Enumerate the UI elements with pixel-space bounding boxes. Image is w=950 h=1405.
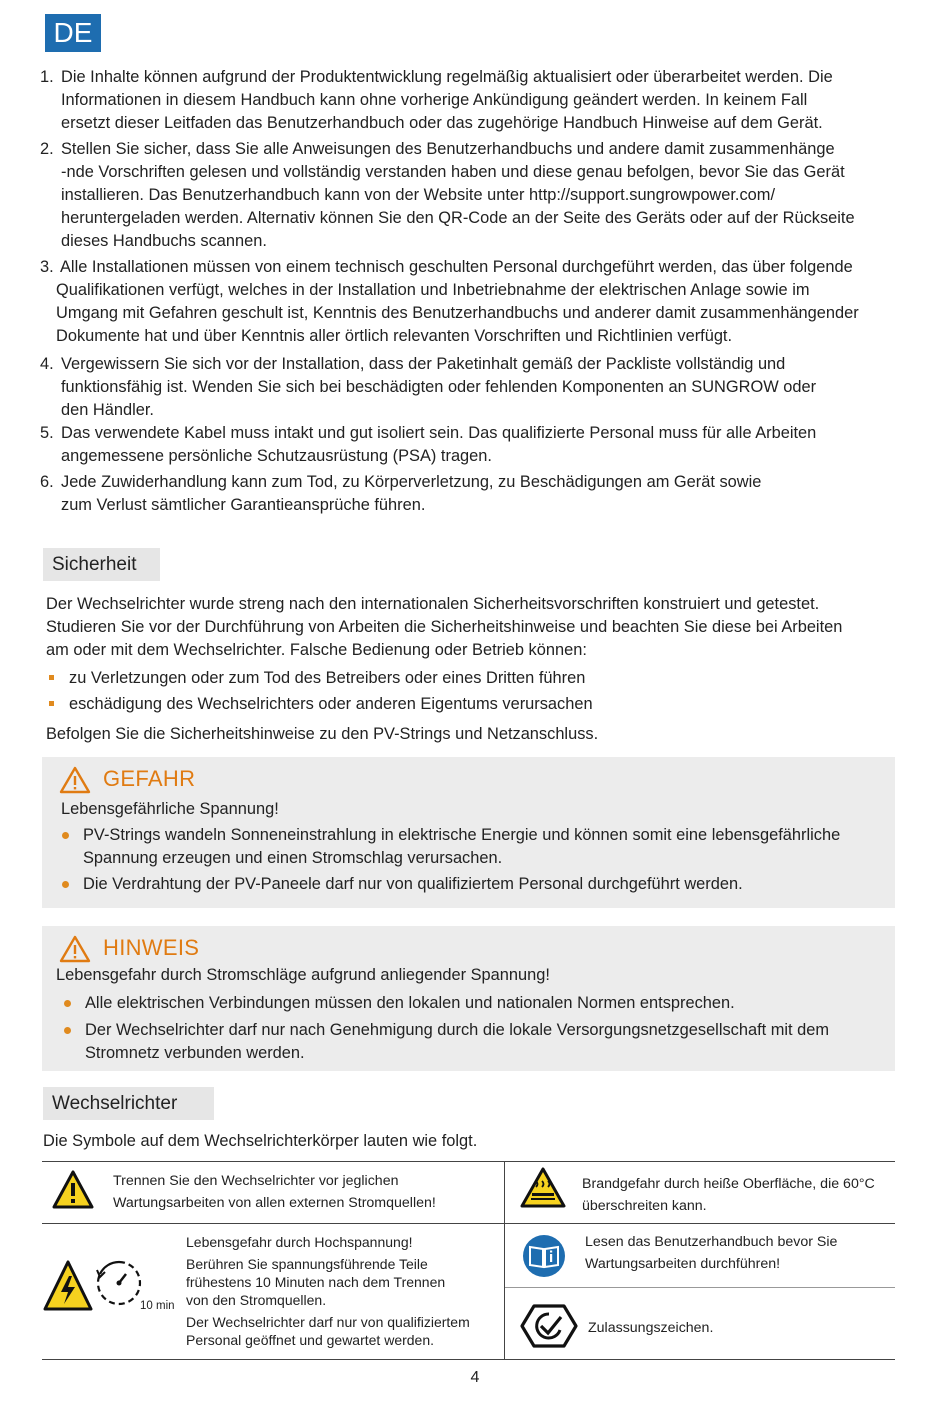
- description-title: Lebensgefahr durch Hochspannung!: [186, 1234, 413, 1250]
- bullet-dot: [62, 881, 69, 888]
- list-number: 6.: [40, 473, 54, 491]
- table-column-rule: [504, 1161, 505, 1359]
- symbol-description: [186, 1233, 470, 1349]
- description-line: überschreiten kann.: [582, 1198, 707, 1214]
- list-number: 4.: [40, 355, 54, 373]
- list-number: 2.: [40, 140, 54, 158]
- danger-bullet: Die Verdrahtung der PV-Paneele darf nur von qualifiziertem Personal durchgeführt werden.: [83, 875, 743, 893]
- danger-subtitle: Lebensgefährliche Spannung!: [61, 800, 279, 818]
- list-line: zum Verlust sämtlicher Garantieansprüche führen.: [61, 496, 426, 514]
- list-item: [40, 471, 920, 517]
- high-voltage-icon: [43, 1260, 93, 1312]
- paragraph-line: Studieren Sie vor der Durchführung von Arbeiten die Sicherheitshinweise und beachten Sie diese bei Arbeiten: [46, 618, 843, 636]
- warning-sign-icon: [52, 1170, 94, 1210]
- table-top-rule: [42, 1161, 895, 1162]
- description-line: frühestens 10 Minuten nach dem Trennen: [186, 1274, 446, 1290]
- danger-title: GEFAHR: [103, 766, 196, 791]
- approval-mark-icon: [520, 1303, 578, 1349]
- description-line: Trennen Sie den Wechselrichter vor jeglichen: [113, 1173, 399, 1189]
- table-row-rule: [505, 1287, 895, 1288]
- paragraph-line: am oder mit dem Wechselrichter. Falsche Bedienung oder Betrieb können:: [46, 641, 587, 659]
- description-line: Wartungsarbeiten durchführen!: [585, 1256, 781, 1272]
- danger-bullet: [83, 824, 903, 870]
- notice-bullet: Alle elektrischen Verbindungen müssen den lokalen und nationalen Normen entsprechen.: [85, 994, 735, 1012]
- list-line: angemessene persönliche Schutzausrüstung (PSA) tragen.: [61, 447, 492, 465]
- symbol-description: [113, 1170, 436, 1214]
- description-line: Wartungsarbeiten von allen externen Stromquellen!: [113, 1195, 436, 1211]
- list-line: dieses Handbuchs scannen.: [61, 232, 267, 250]
- list-item: [40, 256, 920, 348]
- bullet-text: eschädigung des Wechselrichters oder anderen Eigentums verursachen: [69, 695, 593, 713]
- list-line: Das verwendete Kabel muss intakt und gut isoliert sein. Das qualifizierte Personal muss für alle Arbeiten: [61, 424, 817, 442]
- description-line: Lesen das Benutzerhandbuch bevor Sie: [585, 1234, 838, 1250]
- hot-surface-icon: [520, 1167, 566, 1209]
- list-number: 5.: [40, 424, 54, 442]
- timer-icon: [94, 1258, 144, 1308]
- list-line: Qualifikationen verfügt, welches in der Installation und Inbetriebnahme der elektrischen Anlage sowie im: [56, 281, 810, 299]
- danger-box: [42, 757, 895, 908]
- symbol-description: [585, 1231, 837, 1275]
- description-line: Personal geöffnet und gewartet werden.: [186, 1332, 435, 1348]
- list-line: Dokumente hat und über Kenntnis aller örtlich relevanten Vorschriften und Richtlinien verfügt.: [56, 327, 733, 345]
- list-line: den Händler.: [61, 401, 154, 419]
- list-line: Vergewissern Sie sich vor der Installation, dass der Paketinhalt gemäß der Packliste vollständig und: [61, 355, 786, 373]
- list-line: heruntergeladen werden. Alternativ können Sie den QR-Code an der Seite des Geräts oder auf der Rückseite: [61, 209, 855, 227]
- list-item: [46, 693, 926, 716]
- notice-subtitle: Lebensgefahr durch Stromschläge aufgrund anliegender Spannung!: [56, 966, 550, 984]
- list-line: Umgang mit Gefahren geschult ist, Kenntnis des Benutzerhandbuchs und anderer damit zusammenhängender: [56, 304, 859, 322]
- warning-triangle-icon: [59, 766, 91, 794]
- read-manual-icon: [522, 1234, 566, 1278]
- list-item: [40, 422, 920, 468]
- description-line: Berühren Sie spannungsführende Teile: [186, 1256, 428, 1272]
- description-line: Brandgefahr durch heiße Oberfläche, die 60°C: [582, 1176, 875, 1192]
- bullet-dot: [64, 1000, 71, 1007]
- notice-box: [42, 926, 895, 1071]
- list-line: Informationen in diesem Handbuch kann ohne vorherige Ankündigung geändert werden. In keinem Fall: [61, 91, 808, 109]
- list-line: Jede Zuwiderhandlung kann zum Tod, zu Körperverletzung, zu Beschädigungen am Gerät sowie: [61, 473, 762, 491]
- description-line: von den Stromquellen.: [186, 1292, 327, 1308]
- language-badge: DE: [45, 14, 101, 52]
- section-heading-inverter: Wechselrichter: [43, 1087, 214, 1120]
- safety-intro: [46, 593, 926, 662]
- list-item: [40, 138, 920, 253]
- list-item: [40, 353, 920, 422]
- inverter-intro: Die Symbole auf dem Wechselrichterkörper lauten wie folgt.: [43, 1132, 478, 1150]
- list-number: 1.: [40, 68, 54, 86]
- list-line: Stellen Sie sicher, dass Sie alle Anweisungen des Benutzerhandbuchs und andere damit zusammenhänge: [61, 140, 835, 158]
- list-line: installieren. Das Benutzerhandbuch kann von der Website unter http://support.sungrowpower.com/: [61, 186, 776, 204]
- timer-label: 10 min: [140, 1300, 175, 1312]
- notice-title: HINWEIS: [103, 935, 200, 960]
- list-number: 3.: [40, 258, 54, 276]
- list-line: ersetzt dieser Leitfaden das Benutzerhandbuch oder das zugehörige Handbuch Hinweise auf dem Gerät.: [61, 114, 823, 132]
- description-line: Der Wechselrichter darf nur von qualifiziertem: [186, 1314, 470, 1330]
- bullet-line: PV-Strings wandeln Sonneneinstrahlung in elektrische Energie und können somit eine lebensgefährliche: [83, 826, 841, 844]
- bullet-line: Der Wechselrichter darf nur nach Genehmigung durch die lokale Versorgungsnetzgesellschaft mit dem: [85, 1021, 830, 1039]
- list-item: [40, 66, 920, 135]
- list-line: funktionsfähig ist. Wenden Sie sich bei beschädigten oder fehlenden Komponenten an SUNGROW oder: [61, 378, 817, 396]
- symbol-description: Zulassungszeichen.: [588, 1320, 714, 1336]
- list-item: [46, 667, 926, 690]
- list-line: Alle Installationen müssen von einem technisch geschulten Personal durchgeführt werden, das über folgende: [60, 258, 853, 276]
- bullet-dot: [64, 1027, 71, 1034]
- symbol-description: [582, 1173, 875, 1217]
- paragraph-line: Der Wechselrichter wurde streng nach den internationalen Sicherheitsvorschriften konstruiert und getestet.: [46, 595, 820, 613]
- bullet-text: zu Verletzungen oder zum Tod des Betreibers oder eines Dritten führen: [69, 669, 586, 687]
- bullet-line: Stromnetz verbunden werden.: [85, 1044, 305, 1062]
- table-bottom-rule: [42, 1359, 895, 1360]
- safety-outro: Befolgen Sie die Sicherheitshinweise zu den PV-Strings und Netzanschluss.: [46, 725, 599, 743]
- section-heading-safety: Sicherheit: [43, 548, 160, 581]
- bullet-dot: [62, 832, 69, 839]
- bullet-marker: [49, 675, 54, 680]
- notice-bullet: [85, 1019, 905, 1065]
- bullet-marker: [49, 701, 54, 706]
- table-row-rule: [42, 1223, 895, 1224]
- list-line: Die Inhalte können aufgrund der Produktentwicklung regelmäßig aktualisiert oder überarbeitet werden. Die: [61, 68, 833, 86]
- page-number: 4: [470, 1369, 480, 1386]
- list-line: -nde Vorschriften gelesen und vollständig verstanden haben und diese genau befolgen, bevor Sie das Gerät: [61, 163, 845, 181]
- warning-triangle-icon: [59, 935, 91, 963]
- bullet-line: Spannung erzeugen und einen Stromschlag verursachen.: [83, 849, 503, 867]
